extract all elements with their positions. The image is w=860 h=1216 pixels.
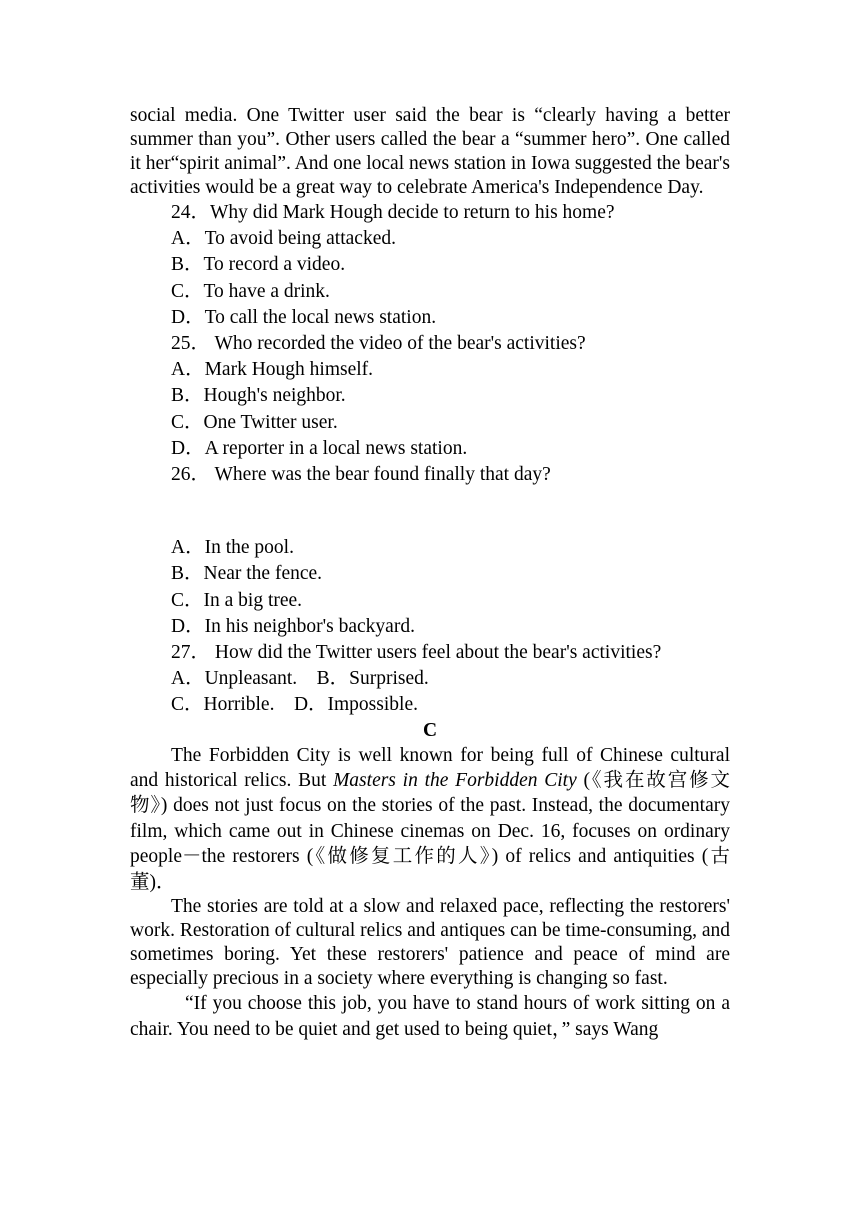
document-page <box>130 104 730 1042</box>
option-b: B．Hough's neighbor. <box>171 385 346 407</box>
question-stem: 26． Where was the bear found finally that day? <box>171 464 551 486</box>
option-a: A．Mark Hough himself. <box>171 359 374 381</box>
section-heading: C <box>422 719 438 741</box>
option-c: C．One Twitter user. <box>171 411 338 433</box>
section-c-paragraph-2: The stories are told at a slow and relaxed pace, reflecting the restorers' work. Restoration of cultural relics and antiques can be time-consuming, and sometimes boring. Yet these restorers' patience and peace of mind are especially precious in a society where everything is changing so fast. <box>130 896 730 990</box>
question-stem: 24．Why did Mark Hough decide to return to his home? <box>171 202 615 223</box>
option-c: C．To have a drink. <box>171 280 330 302</box>
option-d: D．A reporter in a local news station. <box>171 437 468 459</box>
section-c-paragraph-3: “If you choose this job, you have to stand hours of work sitting on a chair. You need to be quiet and get used to being quiet，” says Wang <box>130 993 730 1040</box>
question-25 <box>130 331 730 462</box>
option-a: A．To avoid being attacked. <box>171 228 396 250</box>
film-title: Masters in the Forbidden City <box>333 770 577 792</box>
question-stem: 25． Who recorded the video of the bear's activities? <box>171 333 586 355</box>
option-d: D．To call the local news station. <box>171 306 437 328</box>
paragraph-text: The Forbidden City is well known for being full of Chinese cultural and historical relics. But <box>130 744 730 792</box>
option-c: C．In a big tree. <box>171 589 303 611</box>
passage-b-ending: social media. One Twitter user said the bear is “clearly having a better summer than you”. Other users called the bear a “summer hero”. One called it her“spirit animal”. And one local news station in Iowa suggested the bear's activities would be a great way to celebrate America's Independence Day. <box>130 105 730 198</box>
paragraph-text: (《我在故宫修文物》) does not just focus on the stories of the past. Instead, the documentary film, which came out in Chinese cinemas on Dec. 16, focuses on ordinary people－the restorers (《做修复工作的人》) of relics and antiquities (古董)． <box>130 770 730 893</box>
question-24 <box>130 200 730 331</box>
options-row-ab: A．Unpleasant. B．Surprised. <box>171 668 429 690</box>
question-26 <box>130 462 730 640</box>
options-row-cd: C．Horrible. D．Impossible. <box>171 694 418 716</box>
option-b: B．To record a video. <box>171 254 346 276</box>
question-27 <box>130 640 730 719</box>
option-d: D．In his neighbor's backyard. <box>171 615 415 637</box>
blank-gap <box>130 488 730 535</box>
option-a: A．In the pool. <box>171 537 294 559</box>
section-c-paragraph-1 <box>130 743 730 895</box>
option-b: B．Near the fence. <box>171 563 323 585</box>
question-stem: 27． How did the Twitter users feel about the bear's activities? <box>171 642 662 664</box>
